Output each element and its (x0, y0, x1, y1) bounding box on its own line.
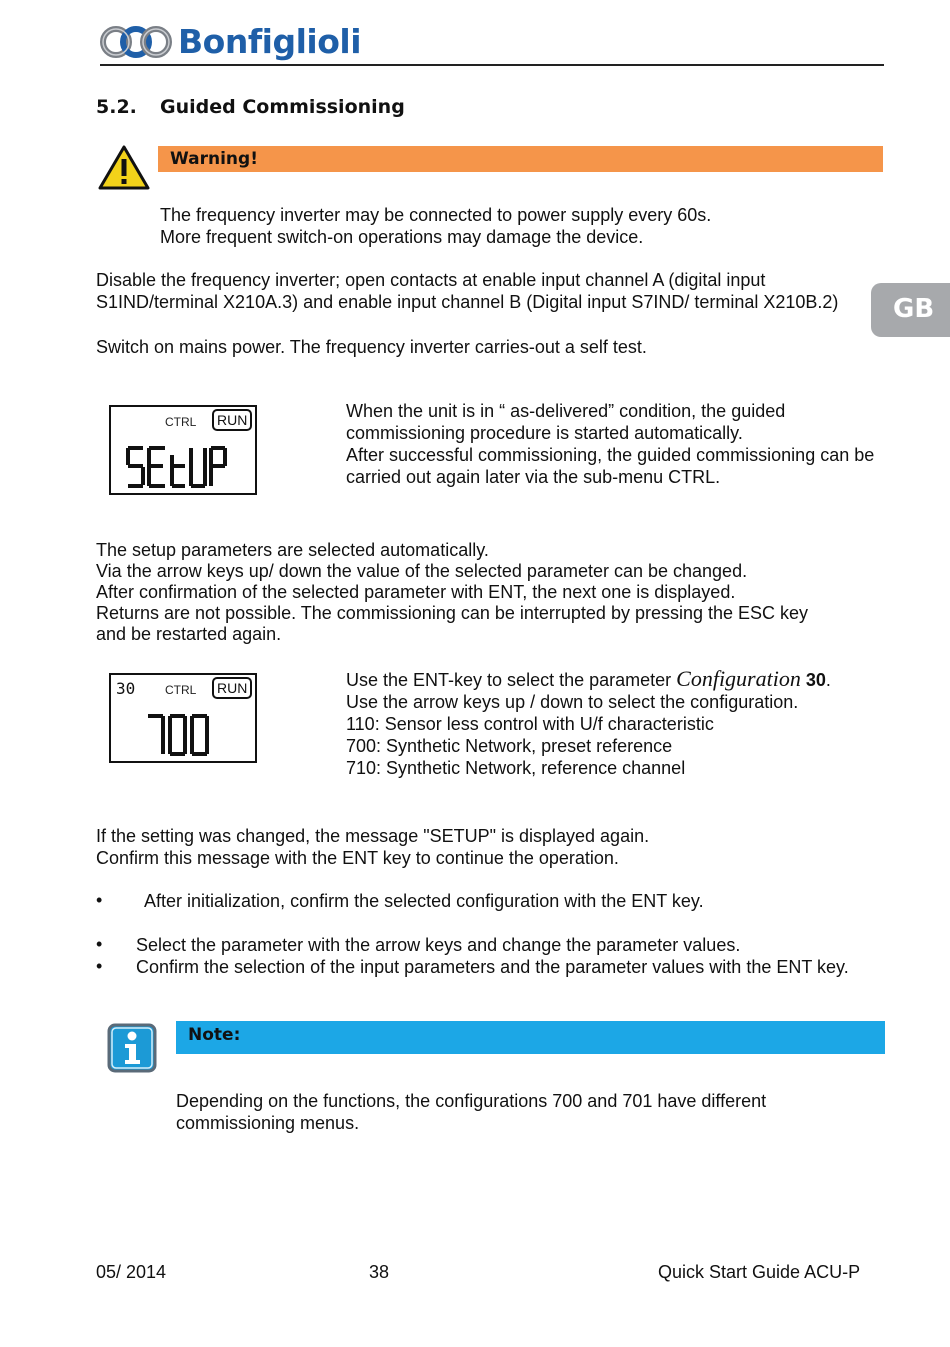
display2-line: 710: Synthetic Network, reference channel (346, 758, 686, 778)
brand-logo (100, 18, 361, 64)
setting-changed-text (96, 825, 649, 869)
footer-date: 05/ 2014 (96, 1262, 167, 1282)
setup-line: and be restarted again. (96, 624, 282, 644)
display1-line: commissioning procedure is started automatically. (346, 423, 743, 443)
display2-line: 700: Synthetic Network, preset reference (346, 736, 673, 756)
warning-line: The frequency inverter may be connected to power supply every 60s. (160, 205, 712, 225)
display2-description (346, 668, 831, 779)
display2-line1: Use the ENT-key to select the parameter Configuration 30. (346, 666, 831, 691)
lcd-ctrl-label: CTRL (165, 683, 197, 697)
setup-line: The setup parameters are selected automatically. (96, 540, 489, 560)
display1-description (346, 400, 874, 488)
warning-label: Warning! (170, 149, 258, 169)
warning-line: More frequent switch-on operations may damage the device. (160, 227, 644, 247)
footer-page-number: 38 (369, 1262, 390, 1282)
lcd-segment-value (145, 713, 211, 757)
warning-triangle-icon (98, 144, 150, 190)
warning-banner (158, 146, 883, 172)
setup-line: After confirmation of the selected parameter with ENT, the next one is displayed. (96, 582, 736, 602)
bullet-item: Select the parameter with the arrow keys and change the parameter values. (136, 935, 741, 955)
lcd-param-number: 30 (116, 679, 136, 698)
display1-line: When the unit is in “ as-delivered” condition, the guided (346, 401, 786, 421)
parameter-name: Configuration (676, 666, 801, 691)
lcd-ctrl-label: CTRL (165, 415, 197, 429)
setup-parameters-text (96, 540, 808, 645)
note-line: commissioning menus. (176, 1113, 360, 1133)
disable-line: S1IND/terminal X210A.3) and enable input channel B (Digital input S7IND/ terminal X210B.2) (96, 292, 839, 312)
parameter-number: 30 (805, 670, 826, 690)
setup-line: Via the arrow keys up/ down the value of the selected parameter can be changed. (96, 561, 748, 581)
disable-instructions (96, 269, 838, 313)
language-tab (871, 283, 950, 337)
header-divider (100, 64, 884, 66)
switch-on-text: Switch on mains power. The frequency inverter carries-out a self test. (96, 337, 647, 357)
changed-line: Confirm this message with the ENT key to continue the operation. (96, 848, 619, 868)
bullet-item: Confirm the selection of the input parameters and the parameter values with the ENT key. (136, 957, 849, 977)
changed-line: If the setting was changed, the message "SETUP" is displayed again. (96, 826, 650, 846)
lcd-display-configuration (109, 673, 257, 763)
brand-name: Bonfiglioli (178, 21, 362, 61)
section-title: Guided Commissioning (160, 96, 405, 118)
setup-line: Returns are not possible. The commissioning can be interrupted by pressing the ESC key (96, 603, 809, 623)
note-banner (176, 1021, 885, 1054)
bullet-dot: • (96, 934, 103, 954)
display1-line: carried out again later via the sub-menu CTRL. (346, 467, 721, 487)
lcd-run-indicator: RUN (212, 677, 252, 699)
info-icon (106, 1022, 158, 1074)
disable-line: Disable the frequency inverter; open contacts at enable input channel A (digital input (96, 270, 766, 290)
lcd-display-setup (109, 405, 257, 495)
note-text (176, 1090, 766, 1134)
display2-line: 110: Sensor less control with U/f characteristic (346, 714, 714, 734)
bullet-dot: • (96, 890, 103, 910)
note-label: Note: (188, 1025, 241, 1045)
bullet-dot: • (96, 956, 103, 976)
lcd-segment-value (125, 445, 229, 489)
lcd-run-indicator: RUN (212, 409, 252, 431)
bullet-item: After initialization, confirm the selected configuration with the ENT key. (144, 891, 704, 911)
note-line: Depending on the functions, the configurations 700 and 701 have different (176, 1091, 767, 1111)
display1-line: After successful commissioning, the guided commissioning can be (346, 445, 875, 465)
display2-line: Use the arrow keys up / down to select the configuration. (346, 692, 799, 712)
warning-text (160, 204, 711, 248)
footer-document-title: Quick Start Guide ACU-P (658, 1262, 861, 1282)
logo-rings-icon (100, 20, 172, 62)
language-tab-label: GB (893, 294, 935, 324)
section-number: 5.2. (96, 96, 137, 118)
